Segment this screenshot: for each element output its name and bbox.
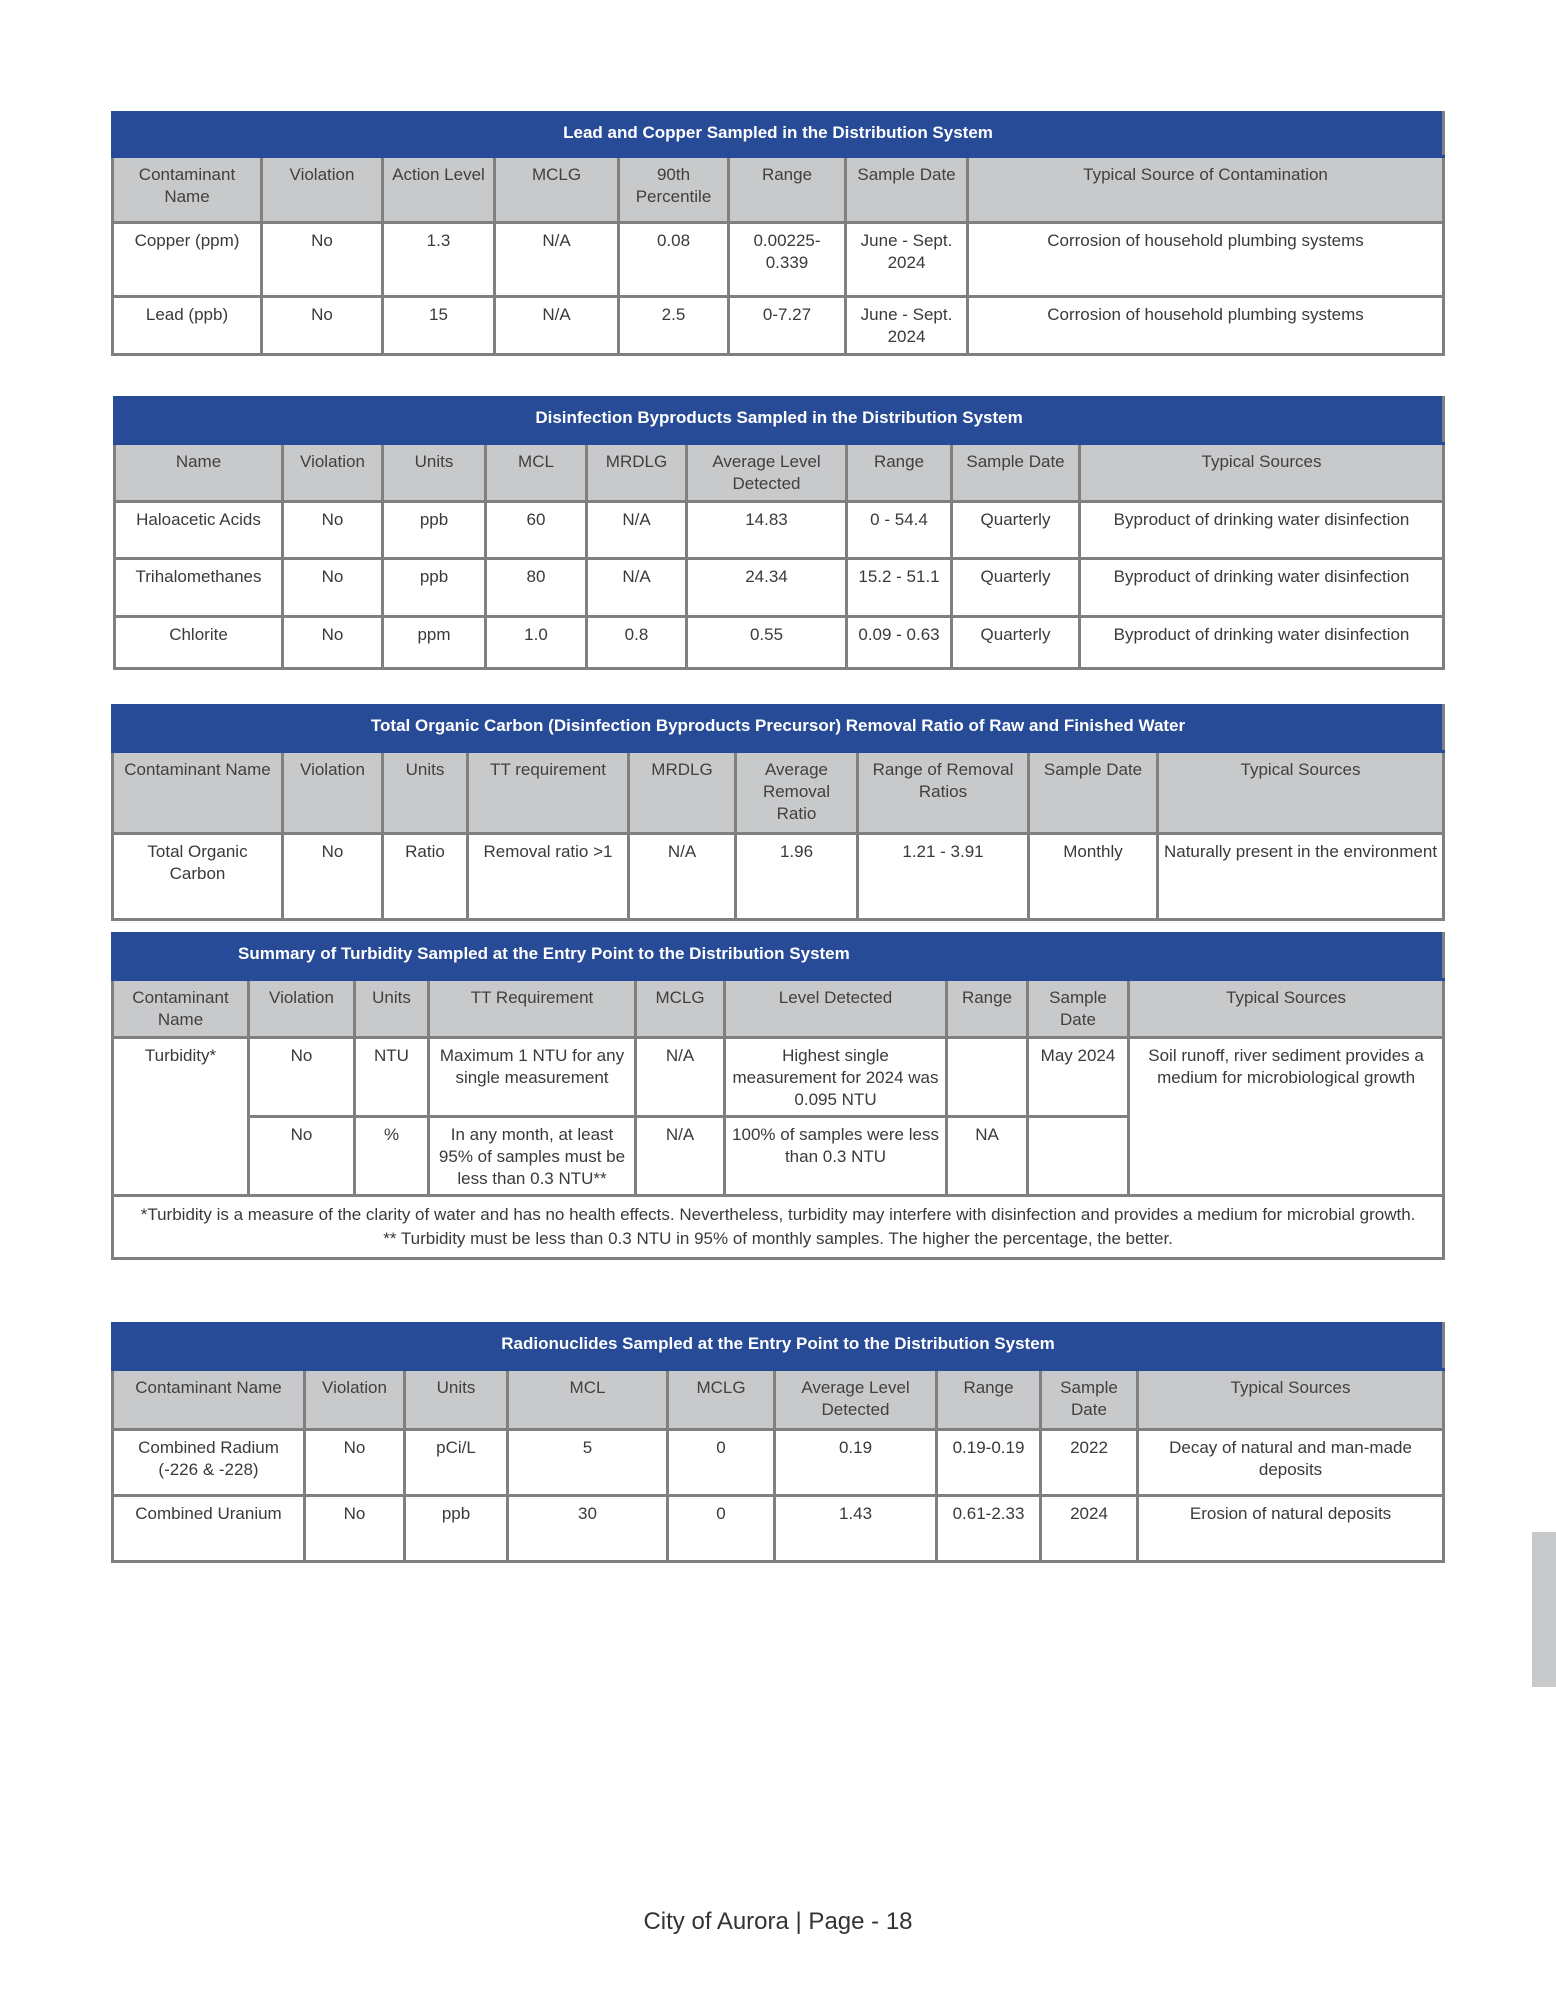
turbidity-table: [111, 932, 1445, 1260]
column-header: Average Level Detected: [775, 1370, 937, 1430]
column-header: Average Level Detected: [687, 444, 847, 502]
cell: May 2024: [1028, 1038, 1129, 1117]
table-row: [113, 223, 1444, 297]
column-header: Sample Date: [846, 157, 968, 223]
cell: 24.34: [687, 559, 847, 617]
cell: NA: [947, 1117, 1028, 1196]
cell: 0: [668, 1496, 775, 1562]
cell: %: [355, 1117, 429, 1196]
cell: No: [262, 223, 383, 297]
cell: 100% of samples were less than 0.3 NTU: [725, 1117, 947, 1196]
column-header: Sample Date: [1041, 1370, 1138, 1430]
cell: 1.3: [383, 223, 495, 297]
table-title: Disinfection Byproducts Sampled in the Distribution System: [115, 398, 1444, 444]
column-header: MCLG: [636, 980, 725, 1038]
column-header: Action Level: [383, 157, 495, 223]
cell: No: [283, 834, 383, 920]
header-row: [115, 444, 1444, 502]
cell: 0.19-0.19: [937, 1430, 1041, 1496]
cell: 0-7.27: [729, 297, 846, 355]
cell: N/A: [587, 559, 687, 617]
page-side-tab: [1532, 1532, 1556, 1687]
cell: Erosion of natural deposits: [1138, 1496, 1444, 1562]
cell: Haloacetic Acids: [115, 502, 283, 559]
column-header: Units: [405, 1370, 508, 1430]
typical-sources-cell: Soil runoff, river sediment provides a medium for microbiological growth: [1129, 1038, 1444, 1196]
column-header: Typical Sources: [1129, 980, 1444, 1038]
cell: No: [305, 1496, 405, 1562]
cell: 0.8: [587, 617, 687, 669]
cell: 0.61-2.33: [937, 1496, 1041, 1562]
cell: 1.96: [736, 834, 858, 920]
cell: Byproduct of drinking water disinfection: [1080, 559, 1444, 617]
cell: 0 - 54.4: [847, 502, 952, 559]
cell: Decay of natural and man-made deposits: [1138, 1430, 1444, 1496]
cell: Byproduct of drinking water disinfection: [1080, 617, 1444, 669]
header-row: [113, 980, 1444, 1038]
column-header: Sample Date: [1028, 980, 1129, 1038]
column-header: Contaminant Name: [113, 980, 249, 1038]
cell: No: [249, 1117, 355, 1196]
column-header: TT requirement: [468, 752, 629, 834]
column-header: Sample Date: [952, 444, 1080, 502]
cell: ppb: [405, 1496, 508, 1562]
cell: N/A: [636, 1038, 725, 1117]
contaminant-cell: Turbidity*: [113, 1038, 249, 1196]
cell: N/A: [587, 502, 687, 559]
column-header: Level Detected: [725, 980, 947, 1038]
cell: 60: [486, 502, 587, 559]
footnote-row: [113, 1196, 1444, 1259]
table-row: [115, 502, 1444, 559]
cell: Highest single measurement for 2024 was 0.095 NTU: [725, 1038, 947, 1117]
column-header: Typical Source of Contamination: [968, 157, 1444, 223]
cell: Corrosion of household plumbing systems: [968, 297, 1444, 355]
cell: N/A: [629, 834, 736, 920]
column-header: Violation: [262, 157, 383, 223]
table-title: Lead and Copper Sampled in the Distribution System: [113, 113, 1444, 157]
column-header: Range: [729, 157, 846, 223]
column-header: Range: [947, 980, 1028, 1038]
column-header: Average Removal Ratio: [736, 752, 858, 834]
header-row: [113, 157, 1444, 223]
footnote: [113, 1196, 1444, 1259]
column-header: Contaminant Name: [113, 752, 283, 834]
cell: Removal ratio >1: [468, 834, 629, 920]
footnote-1: *Turbidity is a measure of the clarity of water and has no health effects. Nevertheless, turbidity may interfere with disinfection and provides a medium for microbial growth.: [140, 1205, 1416, 1224]
footnote-2: ** Turbidity must be less than 0.3 NTU in 95% of monthly samples. The higher the percentage, the better.: [383, 1229, 1173, 1248]
column-header: MCL: [486, 444, 587, 502]
column-header: MCLG: [495, 157, 619, 223]
cell: [947, 1038, 1028, 1117]
cell: June - Sept. 2024: [846, 297, 968, 355]
column-header: Units: [383, 752, 468, 834]
cell: N/A: [495, 297, 619, 355]
column-header: Sample Date: [1029, 752, 1158, 834]
column-header: 90th Percentile: [619, 157, 729, 223]
cell: June - Sept. 2024: [846, 223, 968, 297]
cell: Lead (ppb): [113, 297, 262, 355]
column-header: Contaminant Name: [113, 1370, 305, 1430]
cell: 5: [508, 1430, 668, 1496]
column-header: MCLG: [668, 1370, 775, 1430]
table-title: Total Organic Carbon (Disinfection Byproducts Precursor) Removal Ratio of Raw and Finished Water: [113, 706, 1444, 752]
column-header: MCL: [508, 1370, 668, 1430]
cell: 15: [383, 297, 495, 355]
cell: Chlorite: [115, 617, 283, 669]
cell: 2.5: [619, 297, 729, 355]
cell: 1.21 - 3.91: [858, 834, 1029, 920]
table-row: [113, 1430, 1444, 1496]
cell: Byproduct of drinking water disinfection: [1080, 502, 1444, 559]
header-row: [113, 752, 1444, 834]
cell: 0.19: [775, 1430, 937, 1496]
disinfection-byproducts-table: [113, 396, 1445, 670]
cell: Naturally present in the environment: [1158, 834, 1444, 920]
table-title-text: Summary of Turbidity Sampled at the Entry Point to the Distribution System: [238, 944, 850, 963]
table-row: [115, 559, 1444, 617]
cell: 2024: [1041, 1496, 1138, 1562]
cell: 80: [486, 559, 587, 617]
cell: Maximum 1 NTU for any single measurement: [429, 1038, 636, 1117]
header-row: [113, 1370, 1444, 1430]
cell: Quarterly: [952, 617, 1080, 669]
page-footer: City of Aurora | Page - 18: [643, 1908, 913, 1935]
cell: Corrosion of household plumbing systems: [968, 223, 1444, 297]
total-organic-carbon-table: [111, 704, 1445, 921]
cell: ppb: [383, 559, 486, 617]
cell: pCi/L: [405, 1430, 508, 1496]
radionuclides-table: [111, 1322, 1445, 1563]
cell: N/A: [636, 1117, 725, 1196]
column-header: Violation: [283, 752, 383, 834]
column-header: Typical Sources: [1080, 444, 1444, 502]
cell: Total Organic Carbon: [113, 834, 283, 920]
cell: 0.09 - 0.63: [847, 617, 952, 669]
cell: 2022: [1041, 1430, 1138, 1496]
cell: 1.0: [486, 617, 587, 669]
table-title: Radionuclides Sampled at the Entry Point to the Distribution System: [113, 1324, 1444, 1370]
column-header: Units: [355, 980, 429, 1038]
column-header: Violation: [305, 1370, 405, 1430]
column-header: Range of Removal Ratios: [858, 752, 1029, 834]
cell: 30: [508, 1496, 668, 1562]
column-header: Units: [383, 444, 486, 502]
cell: 15.2 - 51.1: [847, 559, 952, 617]
column-header: Range: [847, 444, 952, 502]
cell: Combined Radium (-226 & -228): [113, 1430, 305, 1496]
cell: No: [305, 1430, 405, 1496]
table-row: [113, 834, 1444, 920]
column-header: Violation: [283, 444, 383, 502]
cell: [1028, 1117, 1129, 1196]
cell: ppm: [383, 617, 486, 669]
column-header: MRDLG: [629, 752, 736, 834]
cell: Copper (ppm): [113, 223, 262, 297]
cell: No: [249, 1038, 355, 1117]
table-row: [113, 297, 1444, 355]
column-header: Typical Sources: [1158, 752, 1444, 834]
table-title: [113, 934, 1444, 980]
table-row: [113, 1038, 1444, 1117]
cell: N/A: [495, 223, 619, 297]
cell: No: [283, 617, 383, 669]
lead-copper-table: [111, 111, 1445, 356]
cell: Combined Uranium: [113, 1496, 305, 1562]
cell: 14.83: [687, 502, 847, 559]
column-header: Contaminant Name: [113, 157, 262, 223]
cell: No: [262, 297, 383, 355]
column-header: Typical Sources: [1138, 1370, 1444, 1430]
cell: ppb: [383, 502, 486, 559]
column-header: Violation: [249, 980, 355, 1038]
cell: Monthly: [1029, 834, 1158, 920]
cell: NTU: [355, 1038, 429, 1117]
cell: Ratio: [383, 834, 468, 920]
cell: 0.55: [687, 617, 847, 669]
cell: Quarterly: [952, 502, 1080, 559]
column-header: Name: [115, 444, 283, 502]
cell: 0: [668, 1430, 775, 1496]
column-header: Range: [937, 1370, 1041, 1430]
table-row: [113, 1496, 1444, 1562]
table-row: [115, 617, 1444, 669]
cell: 0.08: [619, 223, 729, 297]
column-header: MRDLG: [587, 444, 687, 502]
cell: Trihalomethanes: [115, 559, 283, 617]
column-header: TT Requirement: [429, 980, 636, 1038]
cell: Quarterly: [952, 559, 1080, 617]
cell: In any month, at least 95% of samples must be less than 0.3 NTU**: [429, 1117, 636, 1196]
cell: 0.00225-0.339: [729, 223, 846, 297]
cell: No: [283, 559, 383, 617]
cell: No: [283, 502, 383, 559]
cell: 1.43: [775, 1496, 937, 1562]
